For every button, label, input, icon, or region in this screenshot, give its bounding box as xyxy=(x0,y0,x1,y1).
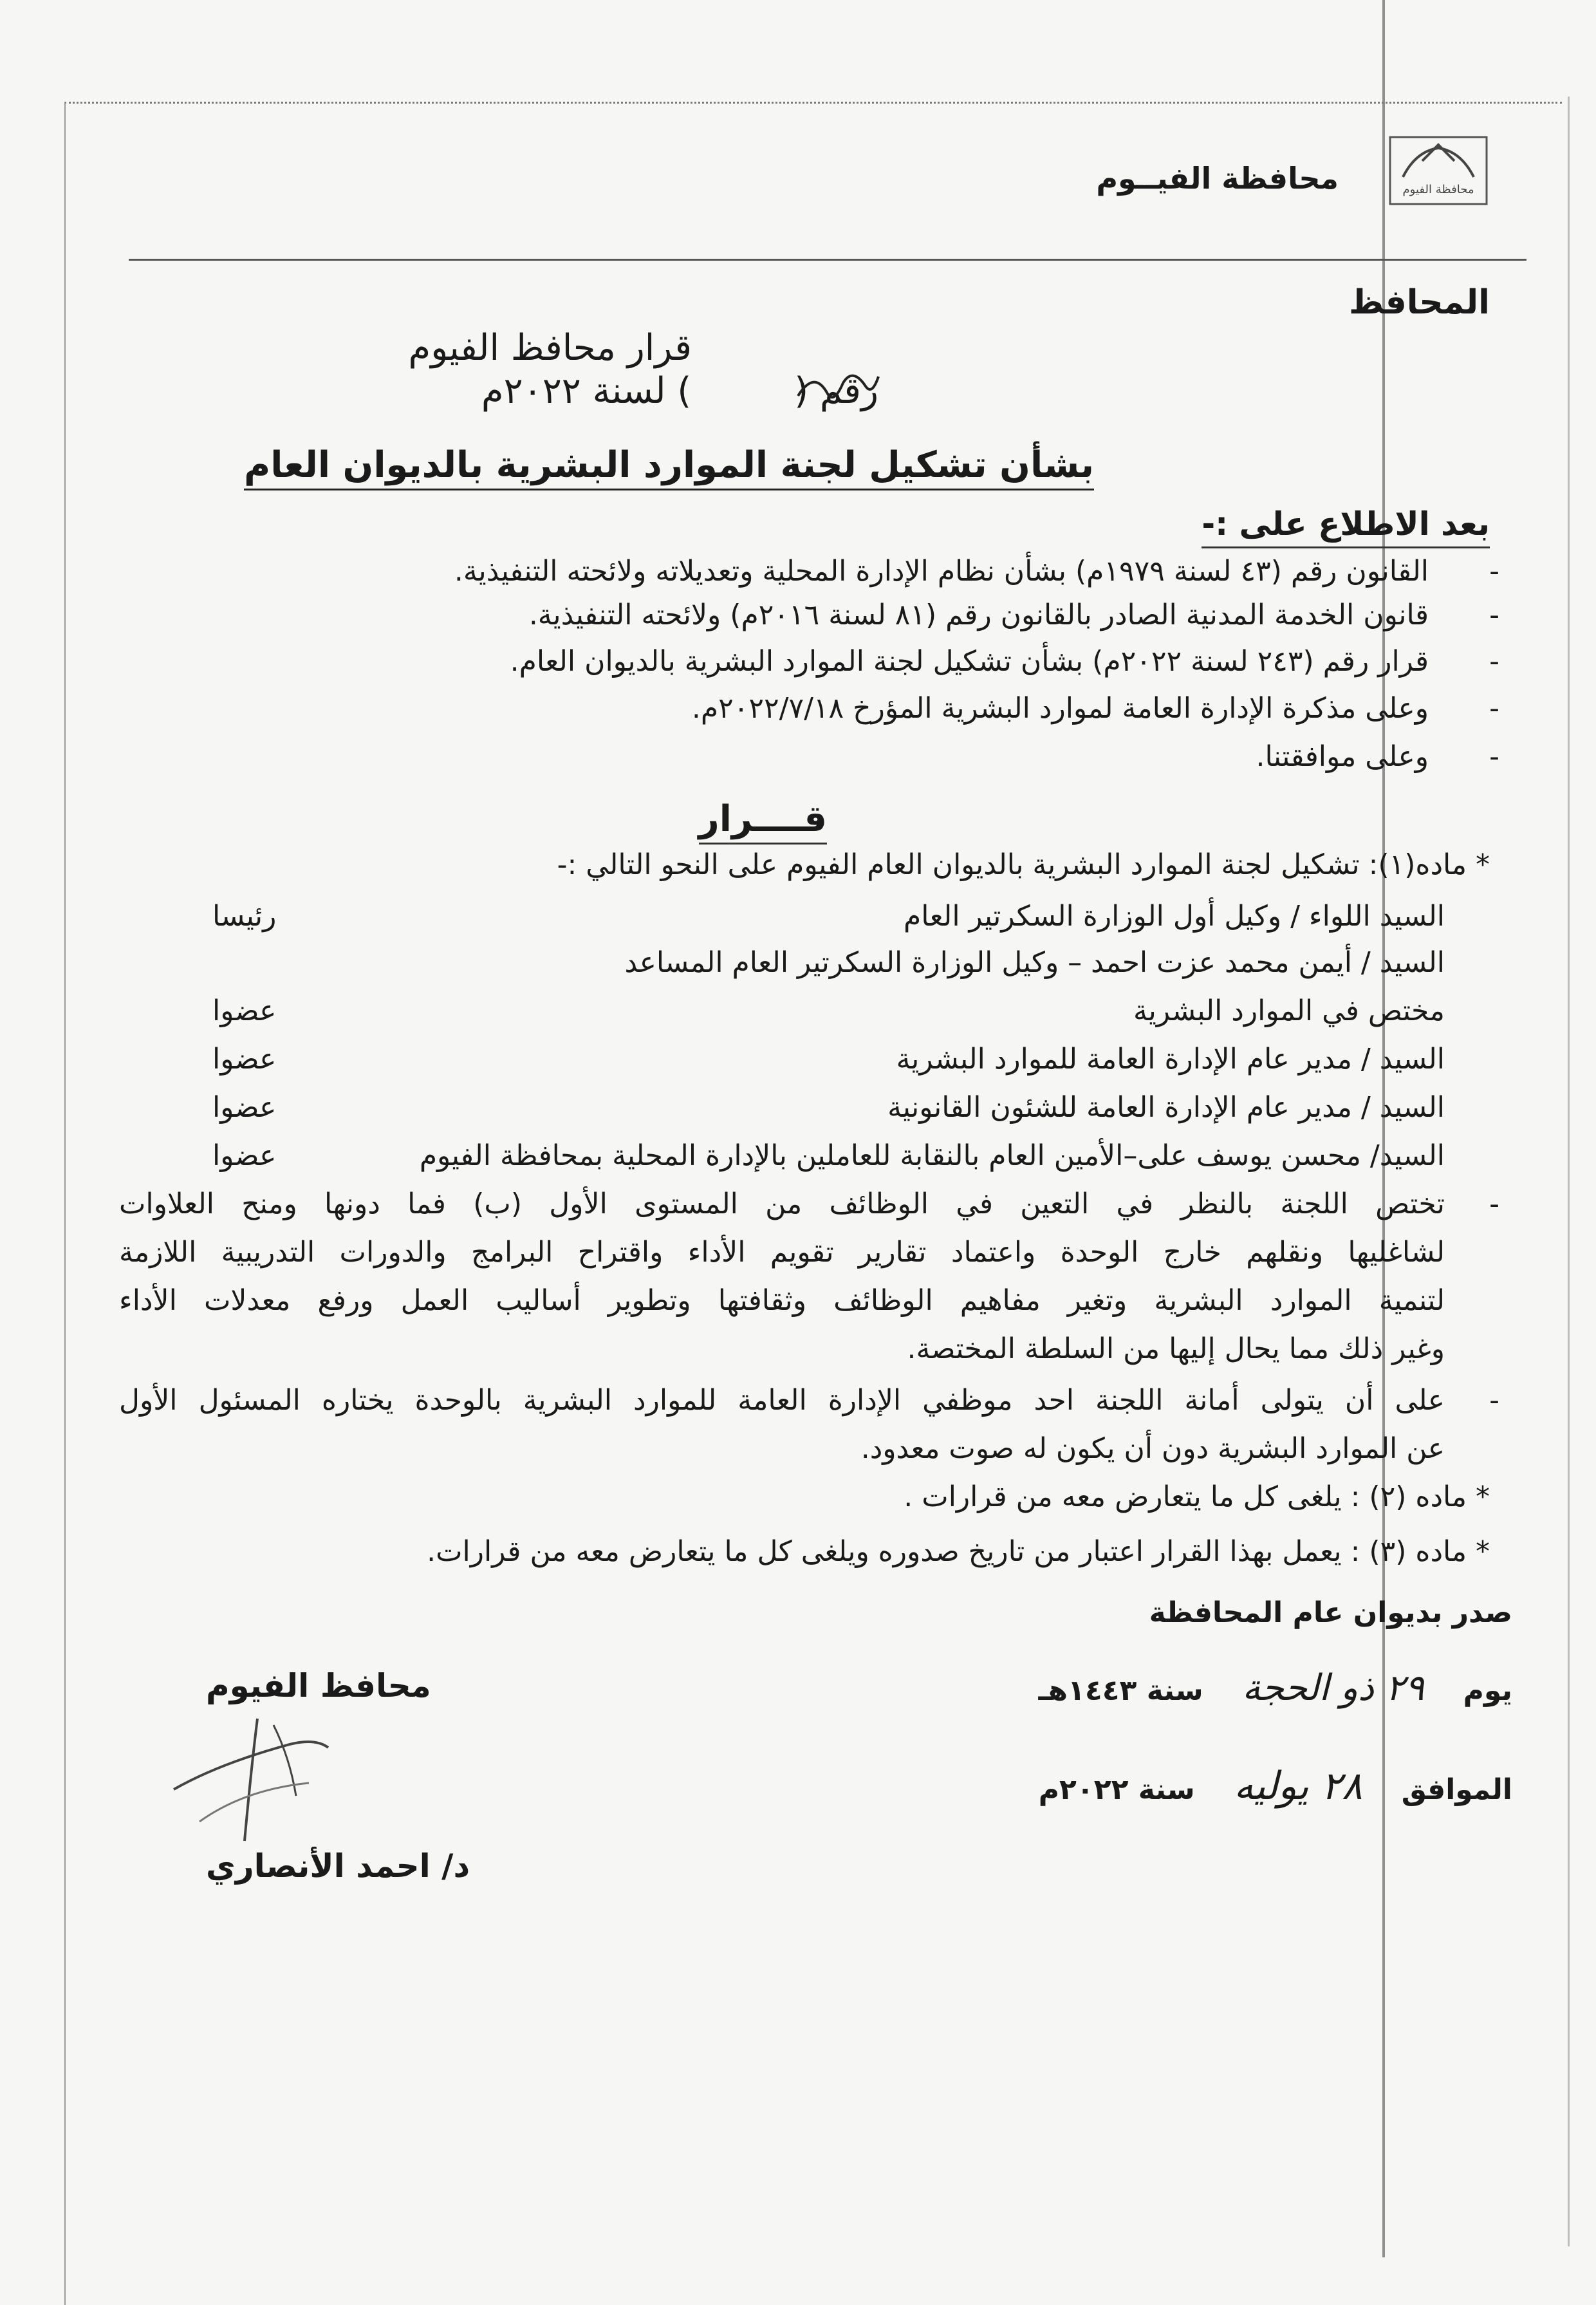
article-1-intro: * ماده(١): تشكيل لجنة الموارد البشرية بالديوان العام الفيوم على النحو التالي :- xyxy=(557,848,1490,881)
article-3: * ماده (٣) : يعمل بهذا القرار اعتبار من تاريخ صدوره ويلغى كل ما يتعارض معه من قرارات. xyxy=(427,1535,1490,1568)
member-role: عضوا xyxy=(212,1091,277,1124)
clause-2-line: على أن يتولى أمانة اللجنة احد موظفي الإدارة العامة للموارد البشرية بالوحدة يختاره المسئول الأول xyxy=(119,1384,1445,1417)
signature xyxy=(161,1693,354,1860)
member-name: السيد / مدير عام الإدارة العامة للموارد البشرية xyxy=(896,1043,1445,1076)
clause-1-line: لشاغليها ونقلهم خارج الوحدة واعتماد تقارير تقويم الأداء واقتراح البرامج والدورات التدريبية اللازمة xyxy=(119,1236,1445,1269)
member-role: عضوا xyxy=(212,1139,277,1172)
gregorian-year: سنة ٢٠٢٢م xyxy=(1038,1773,1195,1806)
corresponding-label: الموافق xyxy=(1401,1773,1512,1806)
decision-number-line: رقم () لسنة ٢٠٢٢م xyxy=(481,370,878,412)
scan-edge-line xyxy=(1568,97,1570,2246)
header-rule xyxy=(129,259,1526,261)
preamble-item: -القانون رقم (٤٣ لسنة ١٩٧٩م) بشأن نظام الإدارة المحلية وتعديلاته ولائحته التنفيذية. xyxy=(454,555,1499,588)
hijri-handwritten: ٢٩ ذو الحجة xyxy=(1242,1667,1424,1709)
preamble-item: -وعلى موافقتنا. xyxy=(1256,740,1499,773)
member-role: عضوا xyxy=(212,1043,277,1076)
governorate-logo xyxy=(1384,132,1493,209)
member-name: مختص في الموارد البشرية xyxy=(1133,994,1445,1027)
decision-subject: بشأن تشكيل لجنة الموارد البشرية بالديوان العام xyxy=(244,444,1094,490)
hijri-year: سنة ١٤٤٣هـ xyxy=(1038,1674,1203,1707)
member-name: السيد / أيمن محمد عزت احمد – وكيل الوزارة السكرتير العام المساعد xyxy=(624,946,1445,979)
preamble-item: -قرار رقم (٢٤٣ لسنة ٢٠٢٢م) بشأن تشكيل لجنة الموارد البشرية بالديوان العام. xyxy=(510,645,1499,678)
gregorian-handwritten: ٢٨ يوليه xyxy=(1234,1764,1363,1809)
member-name: السيد/ محسن يوسف على–الأمين العام بالنقابة للعاملين بالإدارة المحلية بمحافظة الفيوم xyxy=(419,1139,1445,1172)
member-name: السيد اللواء / وكيل أول الوزارة السكرتير العام xyxy=(904,900,1445,933)
preamble-item: -وعلى مذكرة الإدارة العامة لموارد البشرية المؤرخ ٢٠٢٢/٧/١٨م. xyxy=(691,692,1499,725)
issued-at: صدر بديوان عام المحافظة xyxy=(1149,1596,1512,1629)
decision-title: قرار محافظ الفيوم xyxy=(408,327,692,369)
hijri-date-line xyxy=(1038,1667,1512,1709)
handwritten-number xyxy=(788,357,885,415)
svg-text:محافظة الفيوم: محافظة الفيوم xyxy=(1402,183,1474,196)
day-label: يوم xyxy=(1463,1674,1512,1707)
clause-bullet: - xyxy=(1489,1188,1499,1220)
signatory-title: محافظ الفيوم xyxy=(206,1667,431,1704)
gregorian-date-line xyxy=(1039,1764,1512,1809)
decision-heading: قــــرار xyxy=(699,798,828,845)
preamble-item: -قانون الخدمة المدنية الصادر بالقانون رقم (٨١ لسنة ٢٠١٦م) ولائحته التنفيذية. xyxy=(528,599,1499,631)
clause-1-line: تختص اللجنة بالنظر في التعين في الوظائف من المستوى الأول (ب) فما دونها ومنح العلاوات xyxy=(119,1188,1445,1220)
article-2: * ماده (٢) : يلغى كل ما يتعارض معه من قرارات . xyxy=(904,1480,1490,1513)
clause-1-line: وغير ذلك مما يحال إليها من السلطة المختصة. xyxy=(907,1332,1445,1365)
preamble-intro: بعد الاطلاع على :- xyxy=(1202,505,1490,548)
signatory-name: د/ احمد الأنصاري xyxy=(206,1847,470,1885)
clause-1-line: لتنمية الموارد البشرية وتغير مفاهيم الوظائف وثقافتها وتطوير أساليب العمل ورفع معدلات الأداء xyxy=(119,1284,1445,1317)
member-role: عضوا xyxy=(212,994,277,1027)
governorate-name: محافظة الفيــوم xyxy=(1096,161,1339,196)
member-role: رئيسا xyxy=(212,900,277,933)
member-name: السيد / مدير عام الإدارة العامة للشئون القانونية xyxy=(887,1091,1445,1124)
office-label: المحافظ xyxy=(1349,283,1490,322)
clause-bullet: - xyxy=(1489,1384,1499,1417)
clause-2-line: عن الموارد البشرية دون أن يكون له صوت معدود. xyxy=(860,1432,1445,1465)
scan-fold-line xyxy=(1382,0,1385,2257)
